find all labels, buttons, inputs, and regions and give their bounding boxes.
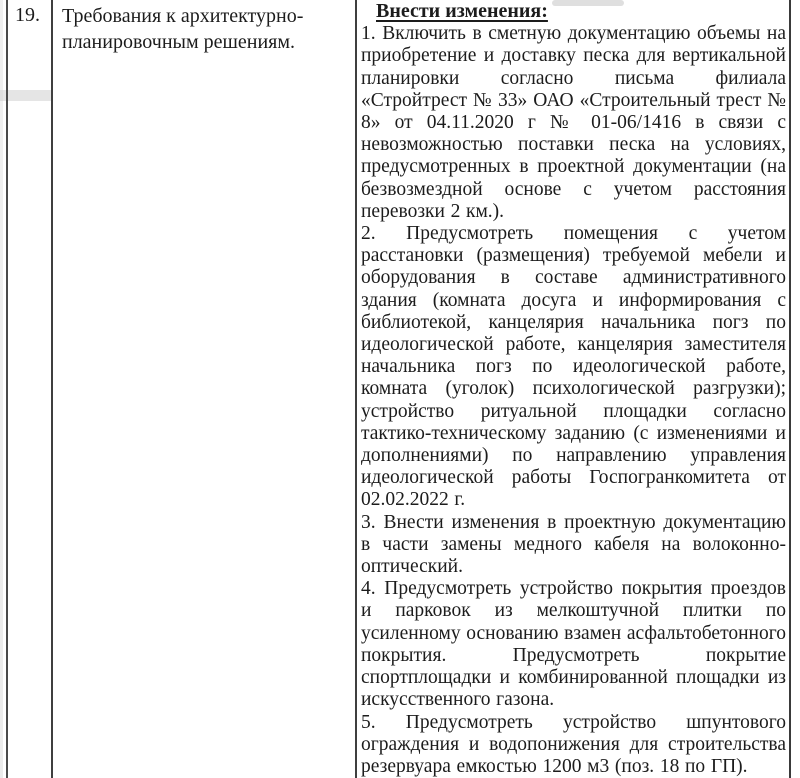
row-number: 19. <box>15 4 40 26</box>
change-item-2: 2. Предусмотреть помещения с учетом расстановки (размещения) требуемой мебели и оборудования в составе административного здания (комната досуга и информирования с библиотекой, канцелярия начальника погз по идеологической работе, канцелярия заместителя начальника погз по идеологической работе, комната (уголок) психологической разгрузки); устройство ритуальной площадки согласно тактико-техническому заданию (с изменениями и дополнениями) по направлению управления идеологической работы Госпогранкомитета от 02.02.2022 г. <box>361 223 786 511</box>
requirement-title: Требования к архитектурно-планировочным решениям. <box>62 5 304 53</box>
changes-heading: Внести изменения: <box>376 0 548 22</box>
change-item-3: 3. Внести изменения в проектную документацию в части замены медного кабеля на волоконно-оптический. <box>361 511 786 578</box>
change-item-5: 5. Предусмотреть устройство шпунтового ограждения и водопонижения для строительства резервуара емкостью 1200 м3 (поз. 18 по ГП). <box>361 711 786 777</box>
row-number-cell <box>8 0 53 778</box>
change-item-4: 4. Предусмотреть устройство покрытия проездов и парковок из мелкоштучной плитки по усиленному основанию взамен асфальтобетонного покрытия. Предусмотреть покрытие спортплощадки и комбинированной площадки из искусственного газона. <box>361 578 786 711</box>
scan-edge-artifact <box>0 0 3 778</box>
changes-cell <box>357 0 789 778</box>
table-row <box>6 0 791 778</box>
change-item-1: 1. Включить в сметную документацию объемы на приобретение и доставку песка для вертикальной планировки согласно письма филиала «Стройтрест № 33» ОАО «Строительный трест № 8» от 04.11.2020 г № 01-06/1416 в связи с невозможностью поставки песка на условиях, предусмотренных в проектной документации (на безвозмездной основе с учетом расстояния перевозки 2 км.). <box>361 23 786 222</box>
requirement-cell <box>53 0 357 778</box>
